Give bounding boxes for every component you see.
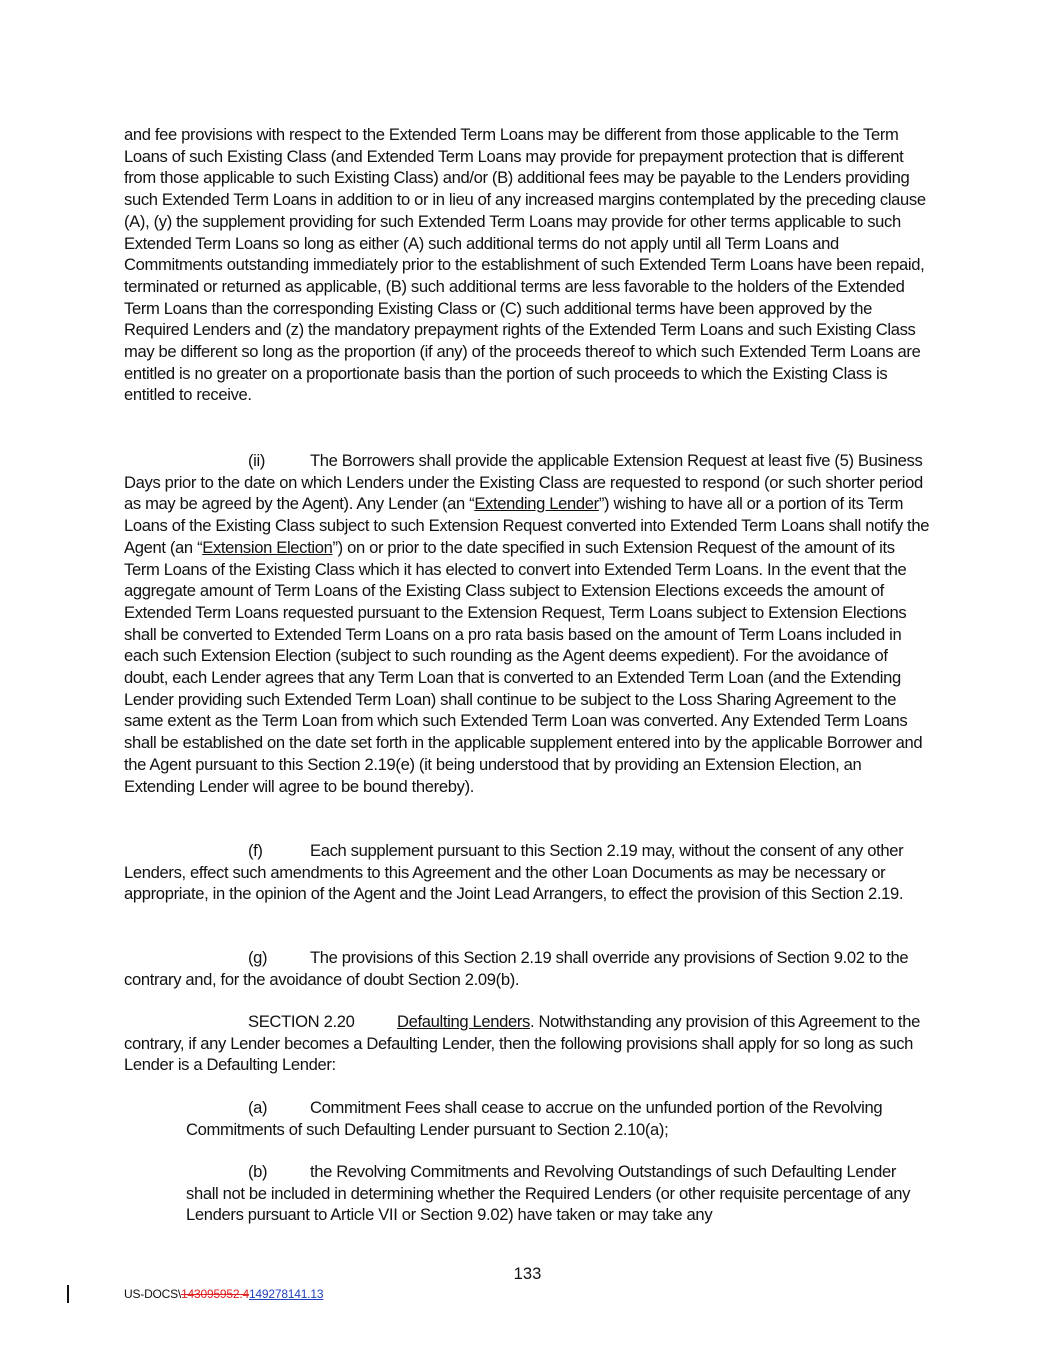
- paragraph-continuation: and fee provisions with respect to the Extended Term Loans may be different from those applicable to the Term Loans of such Existing Class (and Extended Term Loans may provide for prepayment protection that is different from those applicable to such Existing Class) and/or (B) additional fees may be payable to the Lenders providing such Extended Term Loans in addition to or in lieu of any increased margins contemplated by the preceding clause (A), (y) the supplement providing for such Extended Term Loans may provide for other terms applicable to such Extended Term Loans so long as either (A) such additional terms do not apply until all Term Loans and Commitments outstanding immediately prior to the establishment of such Extended Term Loans have been repaid, terminated or returned as applicable, (B) such additional terms are less favorable to the holders of the Extended Term Loans than the corresponding Existing Class or (C) such additional terms have been approved by the Required Lenders and (z) the mandatory prepayment rights of the Extended Term Loans and such Existing Class may be different so long as the proportion (if any) of the proceeds thereof to which such Extended Term Loans are entitled is no greater on a proportionate basis than the portion of such proceeds to which the Existing Class is entitled to receive.: [124, 125, 926, 405]
- paragraph-g-text: The provisions of this Section 2.19 shall override any provisions of Section 9.02 to the contrary and, for the avoidance of doubt Section 2.09(b).: [124, 948, 909, 989]
- paragraph-ii: [124, 450, 932, 797]
- item-b: [186, 1161, 926, 1226]
- paragraph-f-label: (f): [248, 841, 263, 860]
- paragraph-g-label: (g): [248, 948, 268, 967]
- paragraph-ii-text-a: The Borrowers shall provide the applicable Extension Request at least five (5) Business Days prior to the date on which Lenders under the Existing Class are requested to respond (or such shorter period as may be agreed by the Agent). Any Lender (an “: [124, 451, 923, 514]
- item-b-text: the Revolving Commitments and Revolving Outstandings of such Defaulting Lender shall not be included in determining whether the Required Lenders (or other requisite percentage of any Lenders pursuant to Article VII or Section 9.02) have taken or may take any: [186, 1162, 911, 1225]
- deleted-doc-id: 143095952.4: [181, 1287, 249, 1301]
- defined-term-extending-lender: Extending Lender: [474, 494, 599, 514]
- defined-term-extension-election: Extension Election: [202, 537, 333, 557]
- paragraph-g: [124, 947, 932, 990]
- section-2-20-text: . Notwithstanding any provision of this Agreement to the contrary, if any Lender becomes a Defaulting Lender, then the following provisions shall apply for so long as such Lender is a Defaulting Lender:: [124, 1012, 920, 1075]
- inserted-doc-id: 149278141.13: [248, 1287, 324, 1301]
- section-2-20-heading: Defaulting Lenders: [397, 1012, 530, 1031]
- item-a-text: Commitment Fees shall cease to accrue on the unfunded portion of the Revolving Commitments of such Defaulting Lender pursuant to Section 2.10(a);: [186, 1098, 883, 1139]
- document-id-footer: [124, 1287, 323, 1301]
- paragraph-ii-text-b: ”) wishing to have all or a portion of its Term Loans of the Existing Class subject to such Extension Request converted into Extended Term Loans shall notify the Agent (an “: [124, 494, 930, 557]
- paragraph-f-text: Each supplement pursuant to this Section 2.19 may, without the consent of any other Lenders, effect such amendments to this Agreement and the other Loan Documents as may be necessary or appropriate, in the opinion of the Agent and the Joint Lead Arrangers, to effect the provision of this Section 2.19.: [124, 841, 904, 904]
- paragraph-ii-text-c: ”) on or prior to the date specified in such Extension Request of the amount of its Term Loans of the Existing Class which it has elected to convert into Extended Term Loans. In the event that the aggregate amount of Term Loans of the Existing Class subject to Extension Elections exceeds the amount of Extended Term Loans requested pursuant to the Extension Request, Term Loans subject to Extension Elections shall be converted to Extended Term Loans on a pro rata basis based on the amount of Term Loans included in each such Extension Election (subject to such rounding as the Agent deems expedient). For the avoidance of doubt, each Lender agrees that any Term Loan that is converted to an Extended Term Loan (and the Extending Lender providing such Extended Term Loan) shall continue to be subject to the Loss Sharing Agreement to the same extent as the Term Loan from which such Extended Term Loan was converted. Any Extended Term Loans shall be established on the date set forth in the applicable supplement entered into by the applicable Borrower and the Agent pursuant to this Section 2.19(e) (it being understood that by providing an Extension Election, an Extending Lender will agree to be bound thereby).: [124, 537, 923, 796]
- page-number: 133: [513, 1264, 542, 1283]
- item-b-label: (b): [248, 1162, 268, 1181]
- doc-id-prefix: US-DOCS\: [124, 1287, 182, 1301]
- section-2-20-label: SECTION 2.20: [248, 1012, 355, 1031]
- item-a-label: (a): [248, 1098, 268, 1117]
- item-a: [186, 1097, 926, 1140]
- section-2-20: [124, 1011, 932, 1076]
- paragraph-f: [124, 840, 932, 905]
- paragraph-ii-label: (ii): [248, 451, 266, 470]
- revision-change-bar: [67, 1285, 69, 1303]
